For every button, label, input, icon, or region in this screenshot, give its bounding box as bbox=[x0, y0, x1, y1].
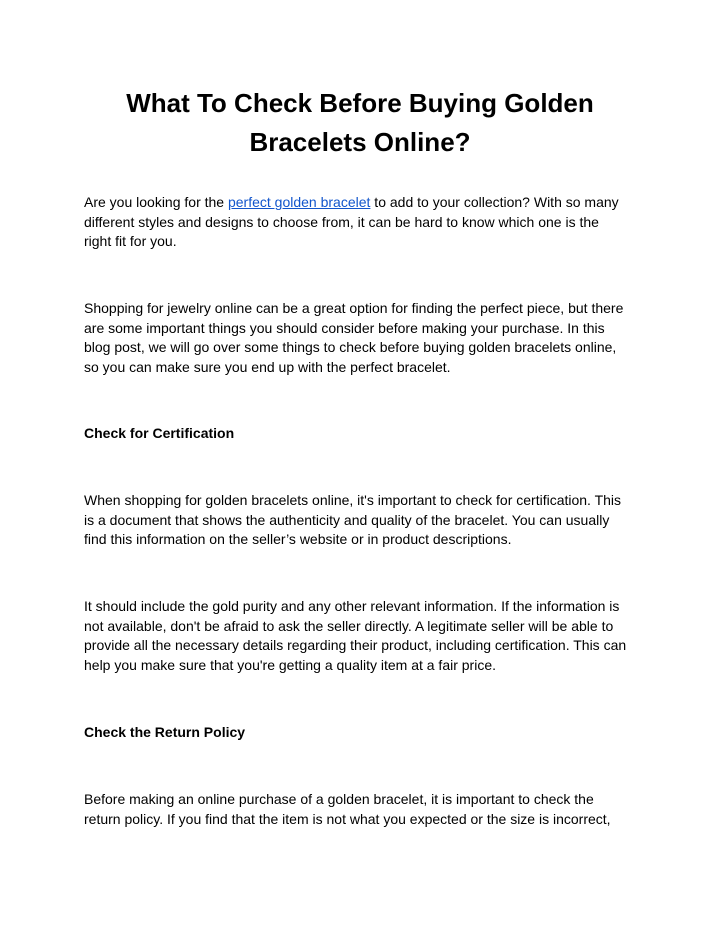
certification-paragraph-2 bbox=[84, 597, 644, 675]
text-line: Shopping for jewelry online can be a great option for finding the perfect piece, but there bbox=[84, 300, 624, 316]
text-line: is a document that shows the authenticity and quality of the bracelet. You can usually bbox=[84, 511, 610, 528]
title-line-2: Bracelets Online? bbox=[249, 127, 471, 157]
text-line: so you can make sure you end up with the perfect bracelet. bbox=[84, 358, 451, 375]
text-line: find this information on the seller’s website or in product descriptions. bbox=[84, 531, 512, 548]
intro-paragraph bbox=[84, 193, 644, 252]
text-line: not available, don't be afraid to ask the seller directly. A legitimate seller will be able to bbox=[84, 617, 614, 634]
shopping-paragraph bbox=[84, 299, 644, 377]
text-line: provide all the necessary details regarding their product, including certification. This can bbox=[84, 637, 627, 654]
text-line: help you make sure that you're getting a quality item at a fair price. bbox=[84, 656, 497, 673]
title-line-1: What To Check Before Buying Golden bbox=[126, 88, 594, 118]
text-line: Before making an online purchase of a golden bracelet, it is important to check the bbox=[84, 791, 594, 807]
page-title bbox=[84, 84, 636, 162]
perfect-golden-bracelet-link[interactable]: perfect golden bracelet bbox=[227, 194, 371, 210]
text-line: are some important things you should consider before making your purchase. In this bbox=[84, 319, 605, 336]
intro-text-before-link: Are you looking for the bbox=[84, 194, 228, 210]
section-heading-return-policy: Check the Return Policy bbox=[84, 724, 246, 740]
certification-paragraph-1 bbox=[84, 491, 644, 550]
text-line: When shopping for golden bracelets online, it's important to check for certification. This bbox=[84, 492, 622, 508]
intro-line-3: right fit for you. bbox=[84, 233, 177, 250]
text-line: return policy. If you find that the item is not what you expected or the size is incorrect, bbox=[84, 810, 611, 827]
intro-line-1 bbox=[84, 193, 644, 213]
text-line: It should include the gold purity and any other relevant information. If the information is bbox=[84, 598, 620, 614]
intro-line-2: different styles and designs to choose from, it can be hard to know which one is the bbox=[84, 213, 599, 230]
section-heading-certification: Check for Certification bbox=[84, 425, 235, 441]
intro-text-after-link: to add to your collection? With so many bbox=[370, 194, 619, 210]
text-line: blog post, we will go over some things to check before buying golden bracelets online, bbox=[84, 339, 617, 356]
return-policy-paragraph bbox=[84, 790, 644, 829]
